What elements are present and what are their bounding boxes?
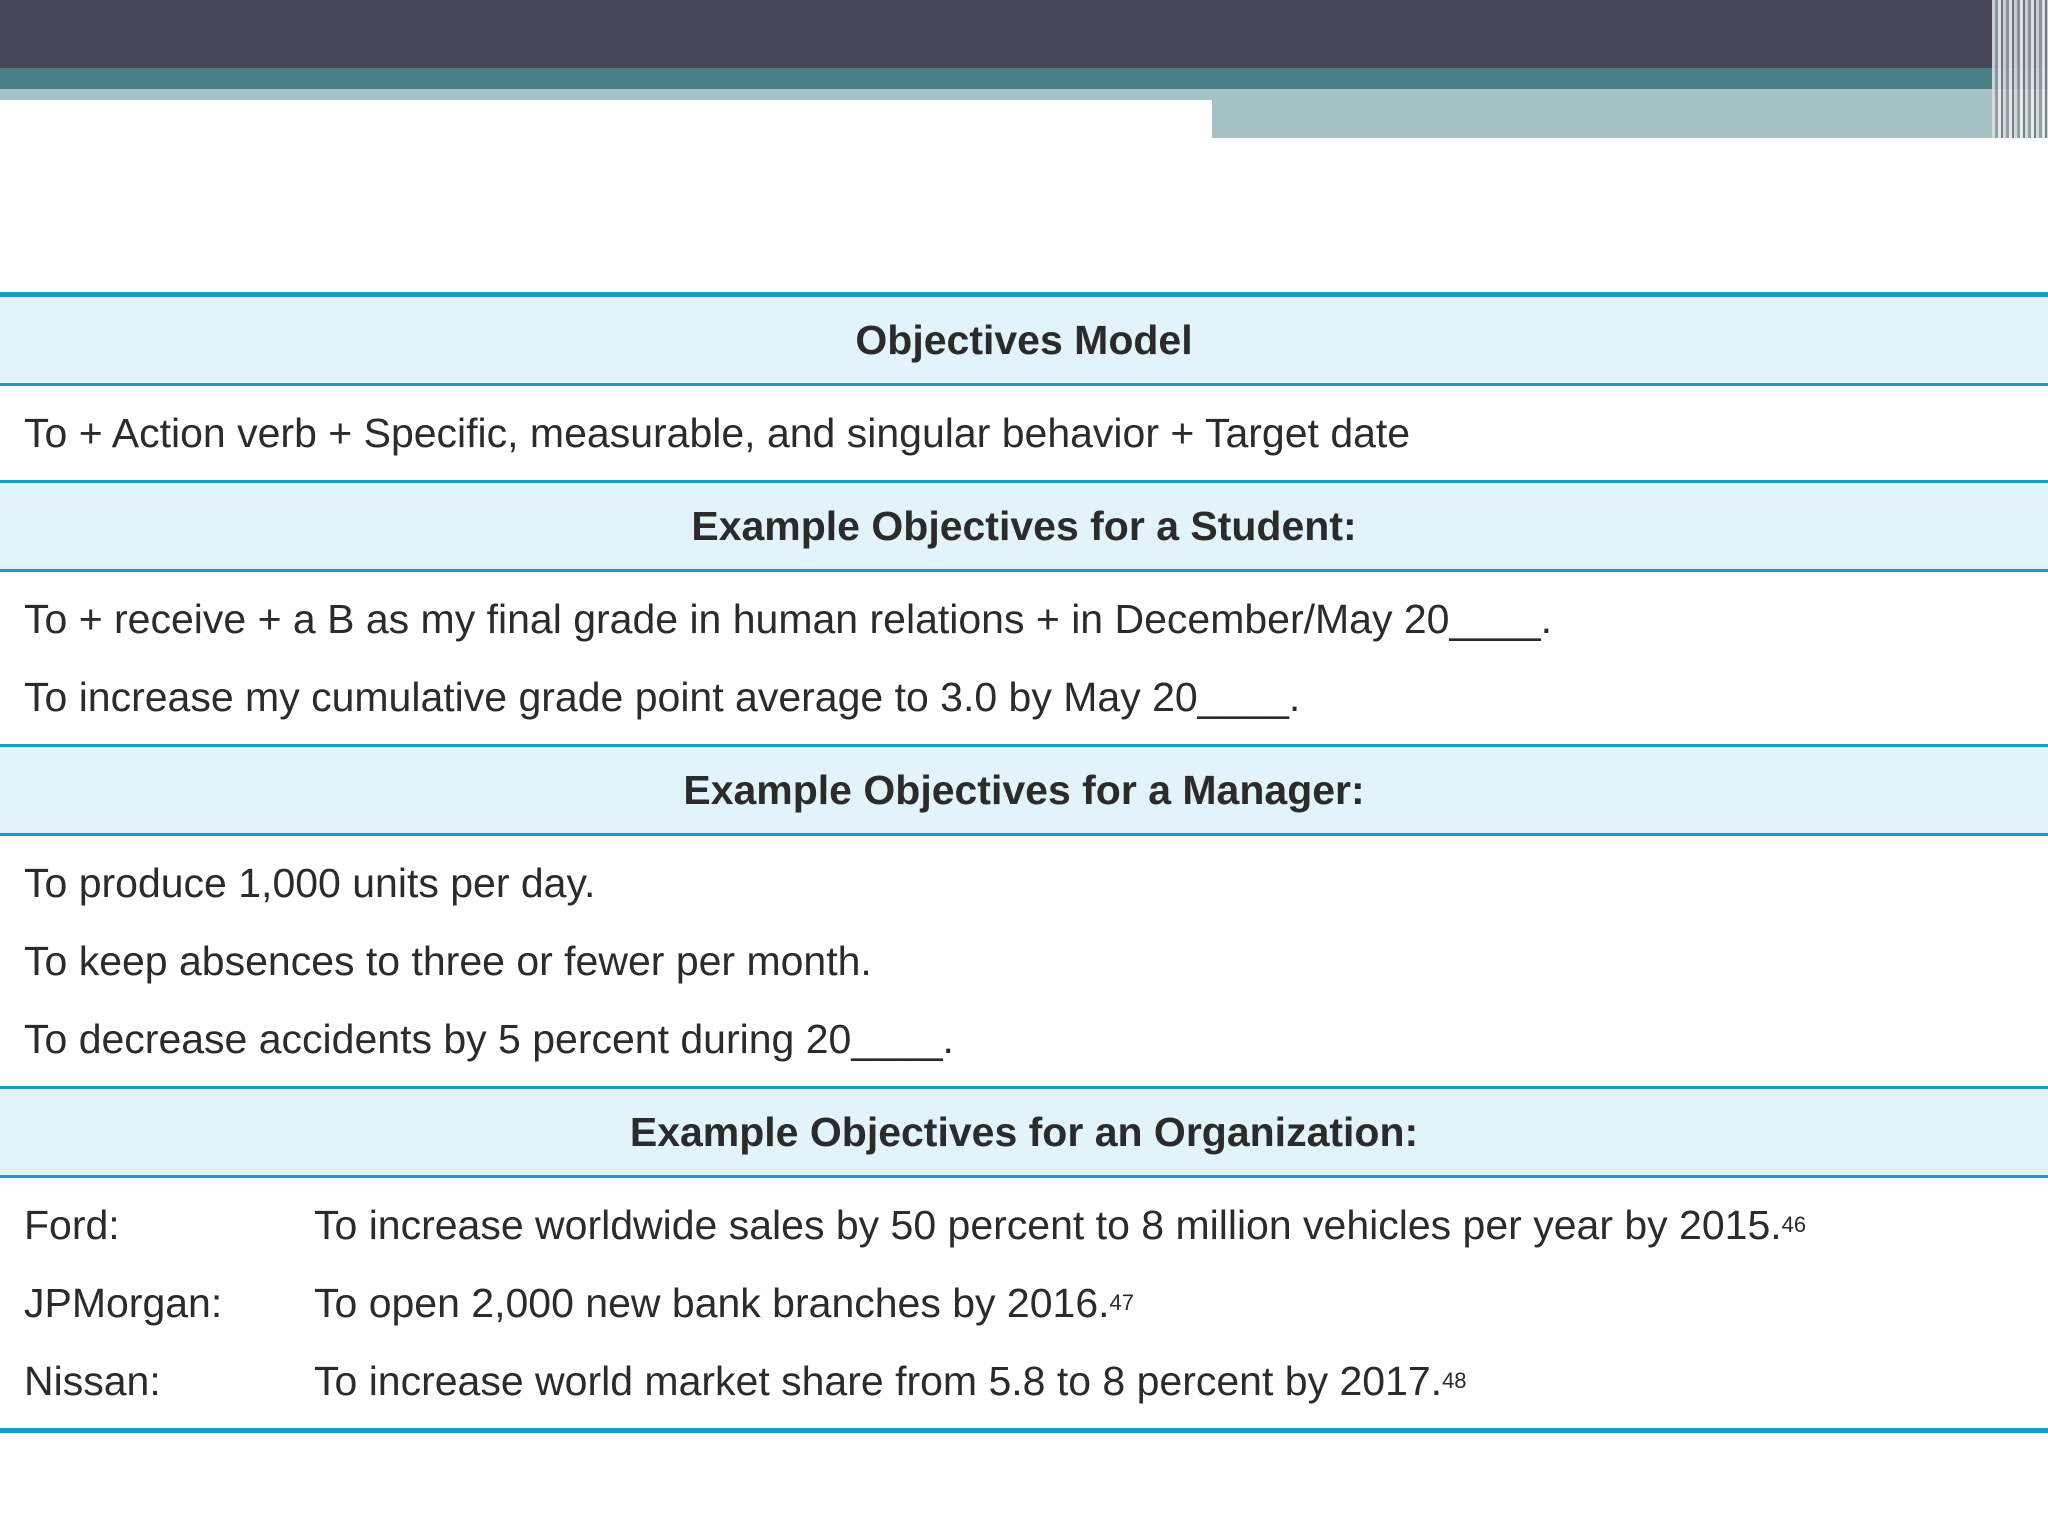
student-objectives-body <box>0 572 2048 747</box>
objective-text: To open 2,000 new bank branches by 2016. <box>314 1279 1110 1326</box>
company-name: Nissan: <box>24 1357 161 1404</box>
organization-objective-ford: Ford: To increase worldwide sales by 50 percent to 8 million vehicles per year by 2015. 46 <box>24 1201 1807 1248</box>
manager-objective-3: To decrease accidents by 5 percent during 20____. <box>24 1015 954 1062</box>
banner-dark-bar <box>0 0 2048 68</box>
banner-stripes-decoration <box>1992 0 2048 138</box>
organization-objectives-header: Example Objectives for an Organization: <box>0 1089 2048 1178</box>
organization-objectives-body <box>0 1178 2048 1428</box>
company-name: Ford: <box>24 1201 120 1248</box>
manager-objectives-header: Example Objectives for a Manager: <box>0 747 2048 836</box>
manager-objective-1: To produce 1,000 units per day. <box>24 859 596 906</box>
banner-light-bar-left <box>0 89 1212 100</box>
company-name: JPMorgan: <box>24 1279 223 1326</box>
objectives-table <box>0 292 2048 1433</box>
objective-text: To increase world market share from 5.8 to 8 percent by 2017. <box>314 1357 1443 1404</box>
manager-objectives-body <box>0 836 2048 1089</box>
organization-objective-nissan: Nissan: To increase world market share from 5.8 to 8 percent by 2017. 48 <box>24 1357 1467 1404</box>
student-objective-1: To + receive + a B as my final grade in human relations + in December/May 20____. <box>24 595 1553 642</box>
objectives-model-body <box>0 386 2048 483</box>
student-objectives-header: Example Objectives for a Student: <box>0 483 2048 572</box>
objective-text: To increase worldwide sales by 50 percent to 8 million vehicles per year by 2015. <box>314 1201 1782 1248</box>
objectives-model-formula: To + Action verb + Specific, measurable, and singular behavior + Target date <box>24 409 1411 456</box>
objectives-model-header: Objectives Model <box>0 297 2048 386</box>
banner-teal-bar <box>0 68 2048 89</box>
organization-objective-jpmorgan: JPMorgan: To open 2,000 new bank branches by 2016. 47 <box>24 1279 1135 1326</box>
manager-objective-2: To keep absences to three or fewer per month. <box>24 937 872 984</box>
banner-light-bar-right <box>1212 89 2048 138</box>
student-objective-2: To increase my cumulative grade point average to 3.0 by May 20____. <box>24 673 1301 720</box>
